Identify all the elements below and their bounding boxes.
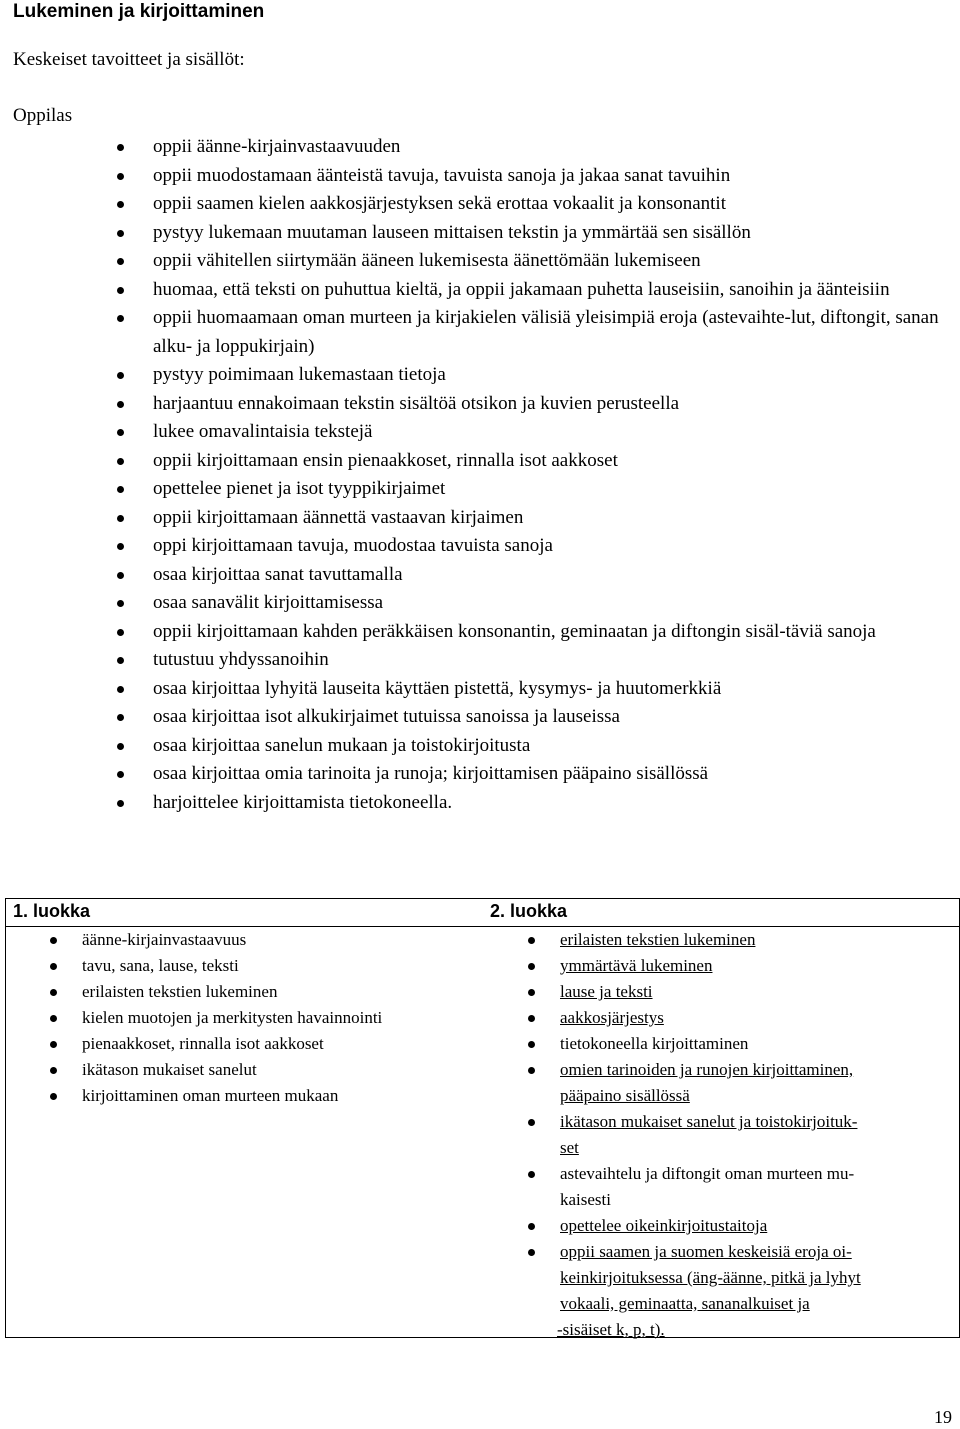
subject-label: Oppilas: [13, 105, 73, 126]
goal-item: osaa sanavälit kirjoittamisessa: [153, 589, 943, 618]
goal-item: lukee omavalintaisia tekstejä: [153, 418, 943, 447]
grade2-item-continuation: kaisesti: [560, 1190, 611, 1209]
grade2-item: omien tarinoiden ja runojen kirjoittaminen,: [560, 1057, 950, 1083]
goal-item: oppii saamen kielen aakkosjärjestyksen sekä erottaa vokaalit ja konsonantit: [153, 190, 943, 219]
goal-item: osaa kirjoittaa sanelun mukaan ja toistokirjoitusta: [153, 732, 943, 761]
grade1-item: kirjoittaminen oman murteen mukaan: [82, 1083, 482, 1109]
goal-item: osaa kirjoittaa omia tarinoita ja runoja; kirjoittamisen pääpaino sisällössä: [153, 760, 943, 789]
goals-list: [153, 133, 943, 817]
grade2-item-continuation: keinkirjoituksessa (äng-äänne, pitkä ja lyhyt: [560, 1268, 861, 1287]
goal-item: osaa kirjoittaa isot alkukirjaimet tutuissa sanoissa ja lauseissa: [153, 703, 943, 732]
grade2-item-continuation: vokaali, geminaatta, sananalkuiset ja: [560, 1294, 810, 1313]
grade2-item: aakkosjärjestys: [560, 1005, 950, 1031]
grade2-item: ymmärtävä lukeminen: [560, 953, 950, 979]
grade2-item: astevaihtelu ja diftongit oman murteen mu-: [560, 1161, 950, 1187]
goal-item: tutustuu yhdyssanoihin: [153, 646, 943, 675]
grade1-item: tavu, sana, lause, teksti: [82, 953, 482, 979]
grade2-item: tietokoneella kirjoittaminen: [560, 1031, 950, 1057]
grade2-item: ikätason mukaiset sanelut ja toistokirjoituk-: [560, 1109, 950, 1135]
grade2-item: opettelee oikeinkirjoitustaitoja: [560, 1213, 950, 1239]
page-number: 19: [934, 1407, 952, 1427]
goal-item: oppii vähitellen siirtymään ääneen lukemisesta äänettömään lukemiseen: [153, 247, 943, 276]
goal-item: harjaantuu ennakoimaan tekstin sisältöä otsikon ja kuvien perusteella: [153, 390, 943, 419]
grade2-item-continuation: pääpaino sisällössä: [560, 1086, 690, 1105]
grade1-heading: 1. luokka: [13, 901, 91, 921]
goal-item: pystyy lukemaan muutaman lauseen mittaisen tekstin ja ymmärtää sen sisällön: [153, 219, 943, 248]
grade2-heading: 2. luokka: [490, 901, 568, 921]
grade1-list: [82, 927, 482, 1109]
grade2-item: lause ja teksti: [560, 979, 950, 1005]
goal-item: oppii kirjoittamaan kahden peräkkäisen konsonantin, geminaatan ja diftongin sisäl-täviä sanoja: [153, 618, 943, 647]
grade2-item: erilaisten tekstien lukeminen: [560, 927, 950, 953]
goal-item: opettelee pienet ja isot tyyppikirjaimet: [153, 475, 943, 504]
goal-item: oppii huomaamaan oman murteen ja kirjakielen välisiä yleisimpiä eroja (astevaihte-lut, diftongit, sanan alku- ja loppukirjain): [153, 304, 943, 361]
goal-item: osaa kirjoittaa lyhyitä lauseita käyttäen pistettä, kysymys- ja huutomerkkiä: [153, 675, 943, 704]
grade1-item: ikätason mukaiset sanelut: [82, 1057, 482, 1083]
goal-item: oppii muodostamaan äänteistä tavuja, tavuista sanoja ja jakaa sanat tavuihin: [153, 162, 943, 191]
goal-item: oppii äänne-kirjainvastaavuuden: [153, 133, 943, 162]
goal-item: oppi kirjoittamaan tavuja, muodostaa tavuista sanoja: [153, 532, 943, 561]
goal-item: osaa kirjoittaa sanat tavuttamalla: [153, 561, 943, 590]
grade2-item: oppii saamen ja suomen keskeisiä eroja oi-: [560, 1239, 950, 1265]
goal-item: huomaa, että teksti on puhuttua kieltä, ja oppii jakamaan puhetta lauseisiin, sanoihin ja äänteisiin: [153, 276, 943, 305]
goal-item: pystyy poimimaan lukemastaan tietoja: [153, 361, 943, 390]
grade1-item: pienaakkoset, rinnalla isot aakkoset: [82, 1031, 482, 1057]
goal-item: harjoittelee kirjoittamista tietokoneella.: [153, 789, 943, 818]
grade2-item-continuation: set: [560, 1138, 579, 1157]
section-subtitle: Keskeiset tavoitteet ja sisällöt:: [13, 49, 245, 70]
goal-item: oppii kirjoittamaan ensin pienaakkoset, rinnalla isot aakkoset: [153, 447, 943, 476]
grade1-item: äänne-kirjainvastaavuus: [82, 927, 482, 953]
goal-item: oppii kirjoittamaan äännettä vastaavan kirjaimen: [153, 504, 943, 533]
grade2-item-continuation: -sisäiset k, p, t).: [557, 1320, 665, 1339]
grade2-list: [557, 927, 950, 1343]
page-title: Lukeminen ja kirjoittaminen: [13, 1, 265, 22]
grade1-item: kielen muotojen ja merkitysten havainnointi: [82, 1005, 482, 1031]
grade1-item: erilaisten tekstien lukeminen: [82, 979, 482, 1005]
